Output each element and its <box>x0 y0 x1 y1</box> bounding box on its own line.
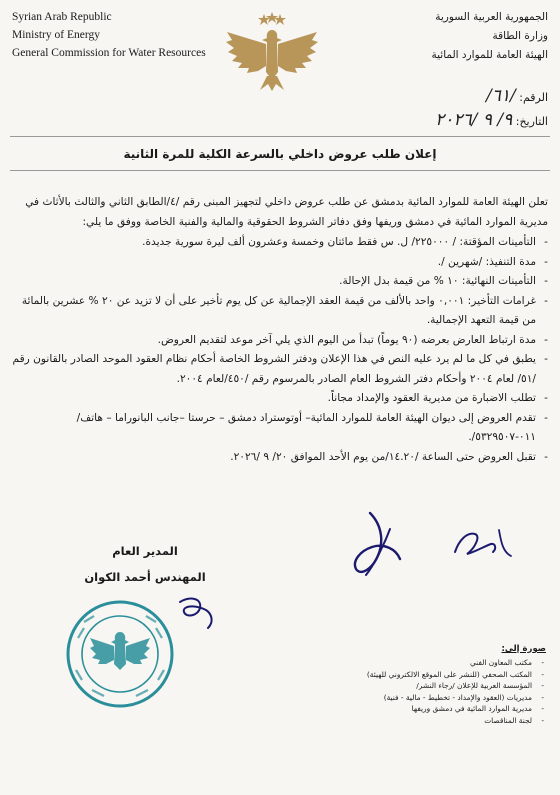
ar-commission: الهيئة العامة للموارد المائية <box>431 49 548 61</box>
announcement-body <box>12 192 548 467</box>
initials-signature-icon <box>445 522 520 567</box>
en-ministry: Ministry of Energy <box>12 29 100 41</box>
condition-item: - مدة التنفيذ: /شهرين /. <box>12 253 548 273</box>
signatory-name: المهندس أحمد الكوان <box>84 570 206 584</box>
en-commission: General Commission for Water Resources <box>12 47 206 59</box>
copy-recipient: - المؤسسة العربية للإعلان /رجاء النشر/ <box>306 680 546 692</box>
reference-date <box>435 110 548 130</box>
en-country: Syrian Arab Republic <box>12 11 112 23</box>
intro-paragraph: تعلن الهيئة العامة للموارد المائية بدمشق عن طلب عروض داخلي لتجهيز المبنى رقم /٤/الطابق الثاني والثالث بالأثاث في مديرية الموارد المائية في دمشق وريفها وفق دفاتر الشروط الحقوقية والمالية والفنية الخاصة ووفق ما يلي: <box>25 196 548 228</box>
ar-country: الجمهورية العربية السورية <box>435 11 548 23</box>
reference-number-label: الرقم: <box>519 91 548 104</box>
copies-heading: صورة إلى: <box>501 644 546 654</box>
syrian-eagle-emblem-icon <box>222 10 322 92</box>
director-signature-icon <box>172 592 222 634</box>
copy-recipient: - لجنة المناقصات <box>306 715 546 727</box>
reference-date-value: ٩/ ٩ /٢٠٢٦ <box>435 110 513 130</box>
condition-item: - غرامات التأخير: ٠,٠٠١ واحد بالألف من قيمة العقد الإجمالية عن كل يوم تأخير على أن لا تزيد عن ٢٠ % عشرين بالمائة من قيمة التعهد الإجمالية. <box>12 292 548 331</box>
condition-item: - التأمينات النهائية: ١٠ % من قيمة بدل الإحالة. <box>12 272 548 292</box>
copy-recipient: - المكتب الصحفي (للنشر على الموقع الالكتروني للهيئة) <box>306 669 546 681</box>
english-letterhead <box>12 8 242 62</box>
condition-item: - يطبق في كل ما لم يرد عليه النص في هذا الإعلان ودفتر الشروط الخاصة أحكام نظام العقود الموحد الصادر بالقانون رقم /٥١/ لعام ٢٠٠٤ وأحكام دفتر الشروط العام الصادر بالمرسوم رقم /٤٥٠/لعام ٢٠٠٤. <box>12 350 548 389</box>
condition-item: - تقدم العروض إلى ديوان الهيئة العامة للموارد المائية– أوتوستراد دمشق – حرستا –جانب البانوراما – هاتف/٠١١-٥٣٢٩٥٠٧/. <box>12 409 548 448</box>
condition-item: - مدة ارتباط العارض بعرضه (٩٠ يوماً) تبدأ من اليوم الذي يلي آخر موعد لتقديم العروض. <box>12 331 548 351</box>
reference-number-value: /٦١/ <box>486 86 516 106</box>
condition-item: - التأمينات المؤقتة: / ٢٢٥٠٠٠/ ل. س فقط مائتان وخمسة وعشرون ألف ليرة سورية جديدة. <box>12 233 548 253</box>
condition-item: - تقبل العروض حتى الساعة /١٤.٢٠/من يوم الأحد الموافق ٢٠/ ٩ /٢٠٢٦. <box>12 448 548 468</box>
copy-recipient: - مديرية الموارد المائية في دمشق وريفها <box>306 703 546 715</box>
header-divider-top <box>10 136 550 137</box>
copies-to-section <box>306 644 546 726</box>
handwritten-signature-icon <box>330 505 410 585</box>
signatory-role: المدير العام <box>112 544 178 558</box>
reference-date-label: التاريخ: <box>515 115 548 128</box>
ar-ministry: وزارة الطاقة <box>492 30 548 42</box>
arabic-letterhead <box>348 8 548 65</box>
copy-recipient: - مكتب المعاون الفني <box>306 657 546 669</box>
copy-recipient: - مديريات (العقود والإمداد - تخطيط - مالية - فنية) <box>306 692 546 704</box>
reference-number <box>486 86 548 106</box>
official-stamp-icon <box>64 598 176 710</box>
conditions-list <box>12 233 548 467</box>
condition-item: - تطلب الاضبارة من مديرية العقود والإمداد مجاناً. <box>12 389 548 409</box>
announcement-title: إعلان طلب عروض داخلي بالسرعة الكلية للمرة الثانية <box>123 147 437 161</box>
signatory-block <box>75 538 215 590</box>
header-divider-bottom <box>10 170 550 171</box>
copies-list <box>306 657 546 726</box>
